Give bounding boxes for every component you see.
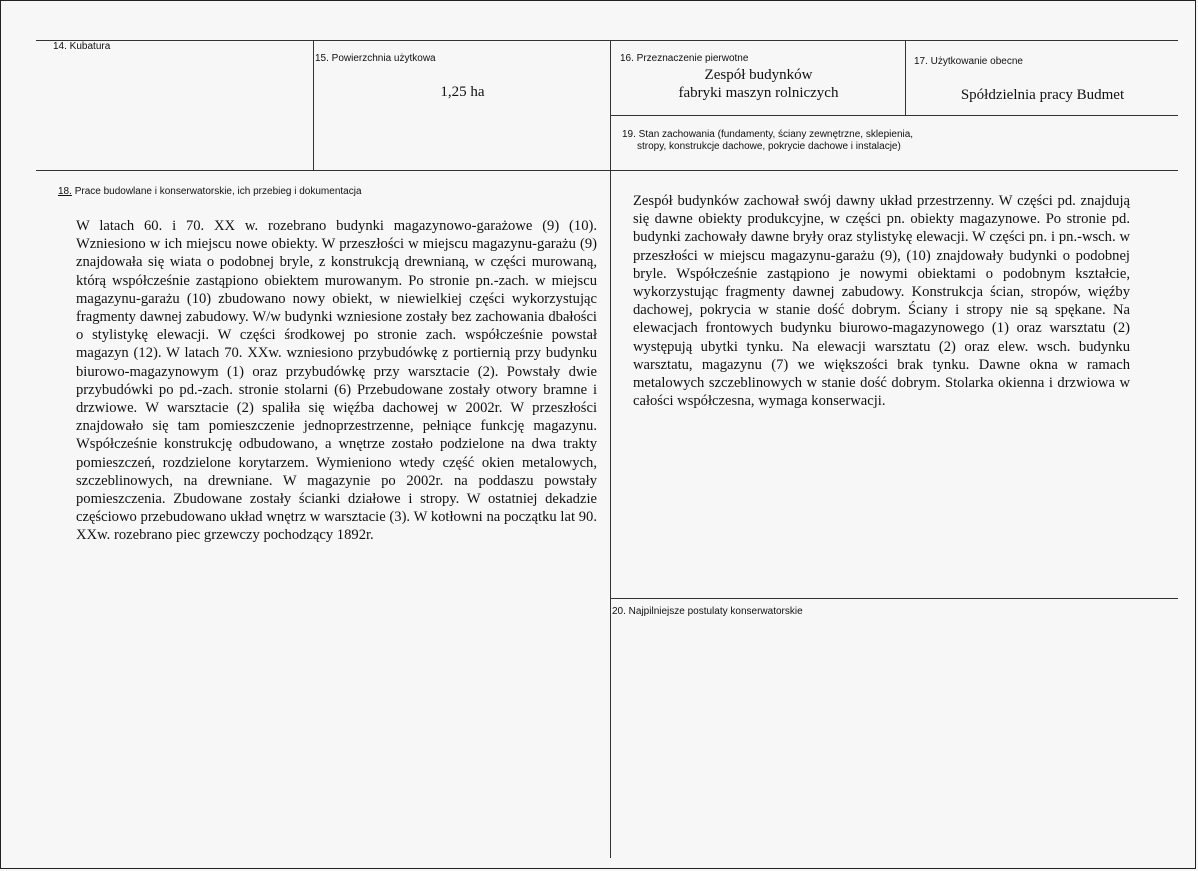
field-19-text: Zespół budynków zachował swój dawny układ przestrzenny. W części pd. znajdują się dawne obiekty produkcyjne, w części pn. obiekty magazynowe. Po stronie pd. budynki zachowały dawne bryły oraz stylistykę elewacji. W części pn. i pn.-wsch. w przeszłości w miejscu magazynu-garażu (9), (10) znajdowały budynki o podobnej bryle. Współcześnie zastąpiono je nowymi obiektami o podobnym kształcie, wykorzystując fragmenty dawnej zabudowy. Konstrukcja ścian, stropów, więźby dachowej, pokrycia w stanie dość dobrym. Ściany i stropy nie są spękane. Na elewacjach frontowych budynku biurowo-magazynowego (1) oraz warsztatu (2) występują ubytki tynku. Na elewacji warsztatu (2) oraz elew. wsch. budynku warsztatu, magazynu (7) we większości brak tynku. Dawne okna w ramach metalowych szczeblinowych w stanie dość dobrym. Stolarka okienna i drzwiowa w całości współczesna, wymaga konserwacji. xyxy=(633,193,1130,410)
field-18-number: 18. xyxy=(58,186,72,197)
rule-under-16-17 xyxy=(610,115,1178,116)
field-18-text: W latach 60. i 70. XX w. rozebrano budynki magazynowo-garażowe (9) (10). Wzniesiono w ich miejscu nowe obiekty. W przeszłości w miejscu magazynu-garażu (9) znajdowała się wiata o podobnej bryle, z konstrukcją drewnianą, w części murowaną, którą współcześnie zastąpiono obiektem murowanym. Po stronie pn.-zach. w miejscu magazynu-garażu (10) zbudowano nowy obiekt, w niewielkiej części wykorzystując fragmenty dawnej zabudowy. W/w budynki wzniesione zostały bez zachowania dbałości o stylistykę elewacji. W części środkowej po stronie zach. współcześnie powstał magazyn (12). W latach 70. XXw. wzniesiono przybudówkę z portiernią przy budynku biurowo-magazynowym (1) oraz przybudówkę przy warsztacie (2). Powstały dwie przybudówki po pd.-zach. stronie stolarni (6) Przebudowane zostały otwory bramne i drzwiowe. W warsztacie (2) spaliła się więźba dachowej w 2002r. W przeszłości znajdowało się tam pomieszczenie jednoprzestrzenne, pełniące funkcję magazynu. Współcześnie konstrukcję odbudowano, a wnętrze zostało podzielone na dwa trakty pomieszczeń, rozdzielone korytarzem. Wymieniono wtedy część okien metalowych, szczeblinowych, na drewniane. W magazynie po 2002r. na poddaszu powstały pomieszczenia. Zbudowane zostały ścianki działowe i stropy. W ostatniej dekadzie częściowo przebudowano układ wnętrz w warsztacie (3). W kotłowni na początku lat 90. XXw. rozebrano piec grzewczy pochodzący 1892r. xyxy=(76,218,597,544)
rule-above-20 xyxy=(610,598,1178,599)
field-14-label: 14. Kubatura xyxy=(53,41,111,52)
rule-under-19-label xyxy=(610,170,1178,171)
field-18-label xyxy=(58,186,362,198)
field-19-label-line1: 19. Stan zachowania (fundamenty, ściany zewnętrzne, sklepienia, xyxy=(622,129,914,140)
divider-14-15 xyxy=(313,40,314,170)
field-17-label: 17. Użytkowanie obecne xyxy=(914,56,1023,67)
field-16-value-line2: fabryki maszyn rolniczych xyxy=(678,85,839,101)
rule-under-14-15 xyxy=(36,170,610,171)
field-19-label-line2: stropy, konstrukcje dachowe, pokrycie dachowe i instalacje) xyxy=(637,141,901,152)
center-divider xyxy=(610,40,611,858)
field-16-label: 16. Przeznaczenie pierwotne xyxy=(620,53,749,64)
field-15-value: 1,25 ha xyxy=(440,84,485,100)
field-17-value: Spółdzielnia pracy Budmet xyxy=(960,87,1125,103)
field-18-title: Prace budowlane i konserwatorskie, ich przebieg i dokumentacja xyxy=(74,186,362,197)
field-20-label: 20. Najpilniejsze postulaty konserwatorskie xyxy=(612,606,803,617)
field-15-label: 15. Powierzchnia użytkowa xyxy=(315,53,436,64)
field-16-value-line1: Zespół budynków xyxy=(704,67,813,83)
top-rule xyxy=(36,40,1178,41)
divider-16-17 xyxy=(905,40,906,115)
